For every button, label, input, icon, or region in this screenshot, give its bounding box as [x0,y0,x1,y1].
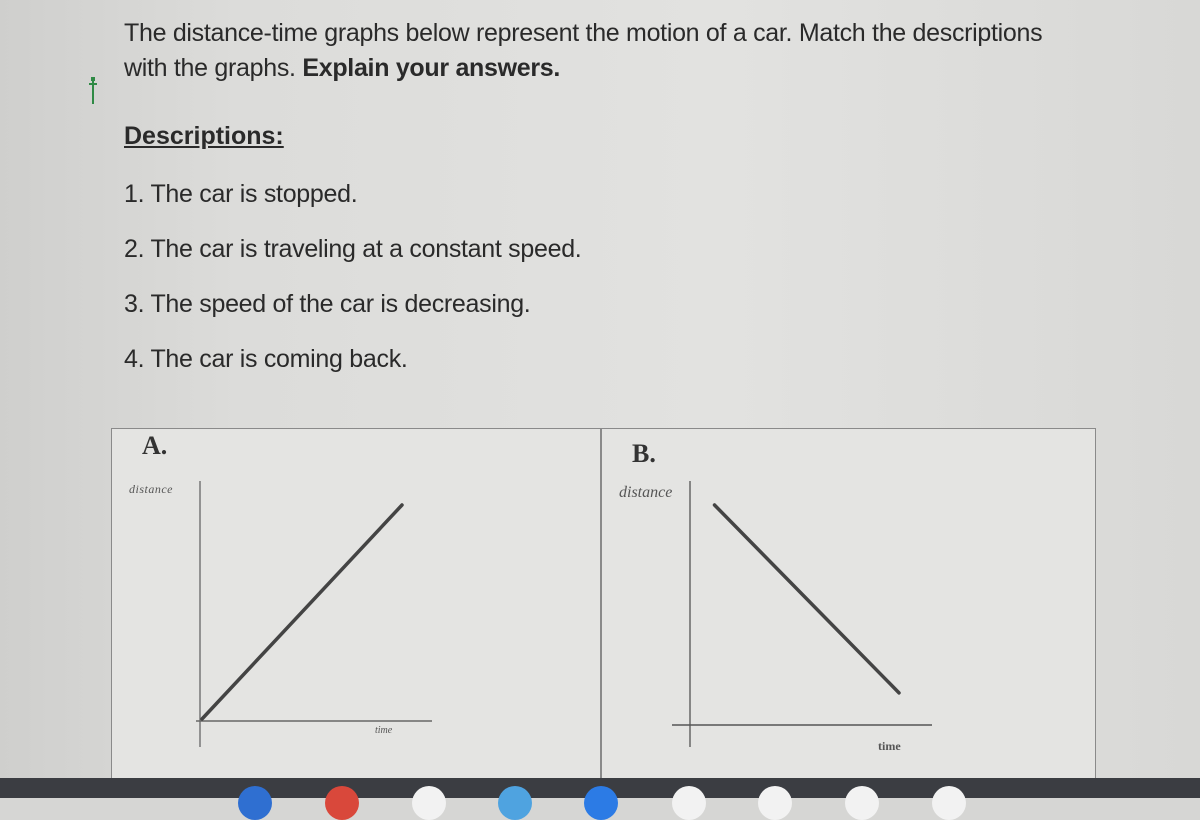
question-text [124,16,1084,86]
graph-a-xlabel: time [375,725,393,736]
app-icon[interactable] [584,786,618,820]
graph-a-ylabel: distance [129,482,173,496]
descriptions-heading: Descriptions: [124,122,284,150]
descriptions-list [124,176,581,396]
question-regular: The distance-time graphs below represent the motion of a car. Match the descriptions with the graphs. [124,19,1043,82]
graph-b-ylabel: distance [619,484,673,501]
description-item: 3. The speed of the car is decreasing. [124,290,531,318]
graph-a-label: A. [142,431,168,460]
graph-b-plot [602,429,1095,789]
graph-b-label: B. [632,439,656,468]
graph-b-xlabel: time [878,739,901,753]
question-bold: Explain your answers. [302,54,561,82]
taskbar [0,778,1200,798]
app-icon[interactable] [412,786,446,820]
description-item: 4. The car is coming back. [124,345,408,373]
app-icon[interactable] [498,786,532,820]
app-icon[interactable] [758,786,792,820]
description-item: 2. The car is traveling at a constant speed. [124,235,582,263]
app-icon[interactable] [672,786,706,820]
app-icon[interactable] [845,786,879,820]
graph-b-data-line [715,505,900,693]
graph-a-box [111,428,601,790]
app-icon[interactable] [932,786,966,820]
text-cursor-icon [88,76,98,106]
graph-a-plot [112,429,600,789]
app-icon[interactable] [325,786,359,820]
graph-b-box [601,428,1096,790]
graph-a-data-line [202,505,402,719]
app-icon[interactable] [238,786,272,820]
description-item: 1. The car is stopped. [124,180,358,208]
